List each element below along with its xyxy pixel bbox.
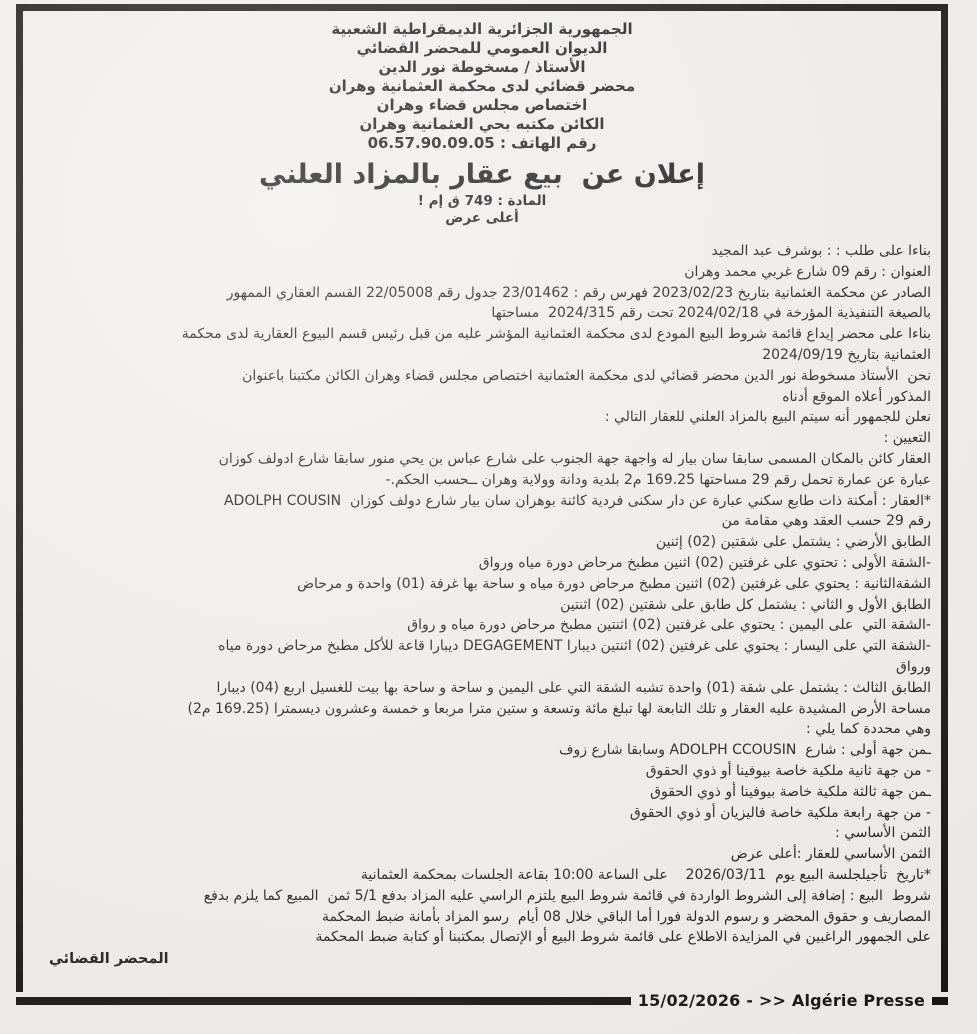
body-line: الشقةالثانية : يحتوي على غرفتين (02) اثنين مطبخ مرحاض دورة مياه و ساحة بها غرفة (01) واحدة و مرحاض (297, 575, 931, 592)
body-line: مساحة الأرض المشيدة عليه العقار و تلك التابعة لها تبلغ مائة وتسعة و ستين مترا مربعا و خمسة وعشرون ديسمترا (169.25 م2) (187, 700, 931, 717)
body-line: وهي محددة كما يلي : (805, 721, 931, 738)
bottom-border-corner (932, 997, 948, 1005)
header-block (33, 20, 931, 153)
body-line: المذكور أعلاه الموقع أدناه (782, 388, 931, 405)
body-line: ـمن جهة أولى : شارع ADOLPH CCOUSIN وسابقا شارع زوف (559, 742, 931, 759)
body-line: الثمن الأساسي للعقار :أعلى عرض (730, 846, 931, 863)
header-line: الأستاذ / مسخوطة نور الدين (378, 58, 586, 76)
body-line: *تاريخ تأجيلجلسة البيع يوم 2026/03/11 على الساعة 10:00 بقاعة الجلسات بمحكمة العثمانية (360, 866, 931, 883)
header-line: الجمهورية الجزائرية الديمقراطية الشعبية (331, 20, 633, 38)
body-line: العنوان : رقم 09 شارع غربي محمد وهران (684, 263, 931, 280)
body-line: العثمانية بتاريخ 2024/09/19 (762, 346, 931, 363)
body-line: -الشقة الأولى : تحتوي على غرفتين (02) اثنين مطبخ مرحاض دورة مياه ورواق (478, 554, 931, 571)
body-line: الثمن الأساسي : (834, 825, 931, 842)
body-line: المصاريف و حقوق المحضر و رسوم الدولة فورا أما الباقي خلال 08 أيام رسو المزاد بأمانة ضبط المحكمة (322, 908, 931, 925)
auction-title: إعلان عن بيع عقار بالمزاد العلني (259, 159, 705, 190)
header-line: رقم الهاتف : 06.57.90.09.05 (367, 134, 597, 152)
press-date-label: 15/02/2026 - >> Algérie Presse (637, 991, 925, 1010)
bailiff-signature: المحضر القضائي (49, 951, 169, 968)
header-line: محضر قضائي لدى محكمة العثمانية وهران (328, 77, 636, 95)
body-line: التعيين : (883, 430, 931, 447)
body-line: شروط البيع : إضافة إلى الشروط الواردة في قائمة شروط البيع يلتزم الراسي عليه المزاد بدفع 5/1 ثمن المبيع كما يلزم بدفع (203, 887, 931, 904)
highest-bid-label: أعلى عرض (445, 210, 519, 226)
body-line: الصادر عن محكمة العثمانية بتاريخ 2023/02/23 فهرس رقم : 23/01462 جدول رقم 22/05008 القسم العقاري الممهور (226, 284, 931, 301)
document-border-frame (16, 4, 948, 992)
body-line: نعلن للجمهور أنه سيتم البيع بالمزاد العلني للعقار التالي : (604, 409, 931, 426)
body-line: الطابق الأرضي : يشتمل على شقتين (02) إثنين (655, 534, 931, 551)
body-line: رقم 29 حسب العقد وهي مقامة من (721, 513, 931, 530)
body-line: بناءا على طلب : : بوشرف عبد المجيد (711, 243, 931, 259)
header-line: الديوان العمومي للمحضر القضائي (356, 39, 608, 57)
body-line: العقار كائن بالمكان المسمى سابقا سان بيار له واجهة جهة الجنوب على شارع عباس بن يحي منور سابقا شارع ادولف كوزان (218, 450, 931, 467)
article-reference: المادة : 749 ق إم ! (417, 193, 547, 209)
body-line: على الجمهور الراغبين في المزايدة الاطلاع على قائمة شروط البيع أو الإتصال بمكتبنا أو كتابة ضبط المحكمة (315, 929, 931, 946)
document-body (33, 241, 931, 948)
body-line: الطابق الثالث : يشتمل على شقة (01) واحدة تشبه الشقة التي على اليمين و ساحة و ساحة بها بيت للغسيل اربع (04) ديبارا (216, 679, 931, 696)
header-line: اختصاص مجلس قضاء وهران (376, 96, 588, 114)
bottom-border-row (16, 991, 948, 1010)
body-line: -الشقة التي على اليمين : يحتوي على غرفتين (02) اثنتين مطبخ مرحاض دورة مياه و رواق (407, 617, 931, 634)
bottom-border-line (16, 997, 631, 1005)
body-line: عبارة عن عمارة تحمل رقم 29 مساحتها 169.25 م2 بلدية ودانة وولاية وهران ــحسب الحكم.- (385, 471, 931, 488)
header-line: الكائن مكتبه بحي العثمانية وهران (359, 115, 605, 133)
body-line: ـمن جهة ثالثة ملكية خاصة بيوفينا أو ذوي الحقوق (650, 783, 931, 800)
body-line: الطابق الأول و الثاني : يشتمل كل طابق على شقتين (02) اثنتين (560, 596, 931, 613)
body-line: نحن الأستاذ مسخوطة نور الدين محضر قضائي لدى محكمة العثمانية اختصاص مجلس قضاء وهران الكائن مكتبنا باعنوان (242, 367, 931, 384)
body-line: *العقار : أمكنة ذات طابع سكني عبارة عن دار سكنى فردية كائنة بوهران سان بيار شارع دولف كوزان ADOLPH COUSIN (223, 492, 931, 509)
body-line: -الشقة التي على اليسار : يحتوي على غرفتين (02) اثنتين ديبارا DEGAGEMENT ديبارا قاعة للأكل مطبخ مرحاض دورة مياه (218, 638, 931, 655)
body-line: ورواق (895, 658, 931, 675)
body-line: بالصيغة التنفيذية المؤرخة في 2024/02/18 تحت رقم 2024/315 مساحتها (491, 305, 931, 322)
body-line: - من جهة ثانية ملكية خاصة بيوفينا أو ذوي الحقوق (645, 762, 931, 779)
body-line: بناءا على محضر إيداع قائمة شروط البيع المودع لدى محكمة العثمانية المؤشر عليه من قبل رئيس قسم البيوع العقارية لدى محكمة (181, 326, 931, 343)
body-line: - من جهة رابعة ملكية خاصة فاليزيان أو ذوي الحقوق (629, 804, 931, 821)
